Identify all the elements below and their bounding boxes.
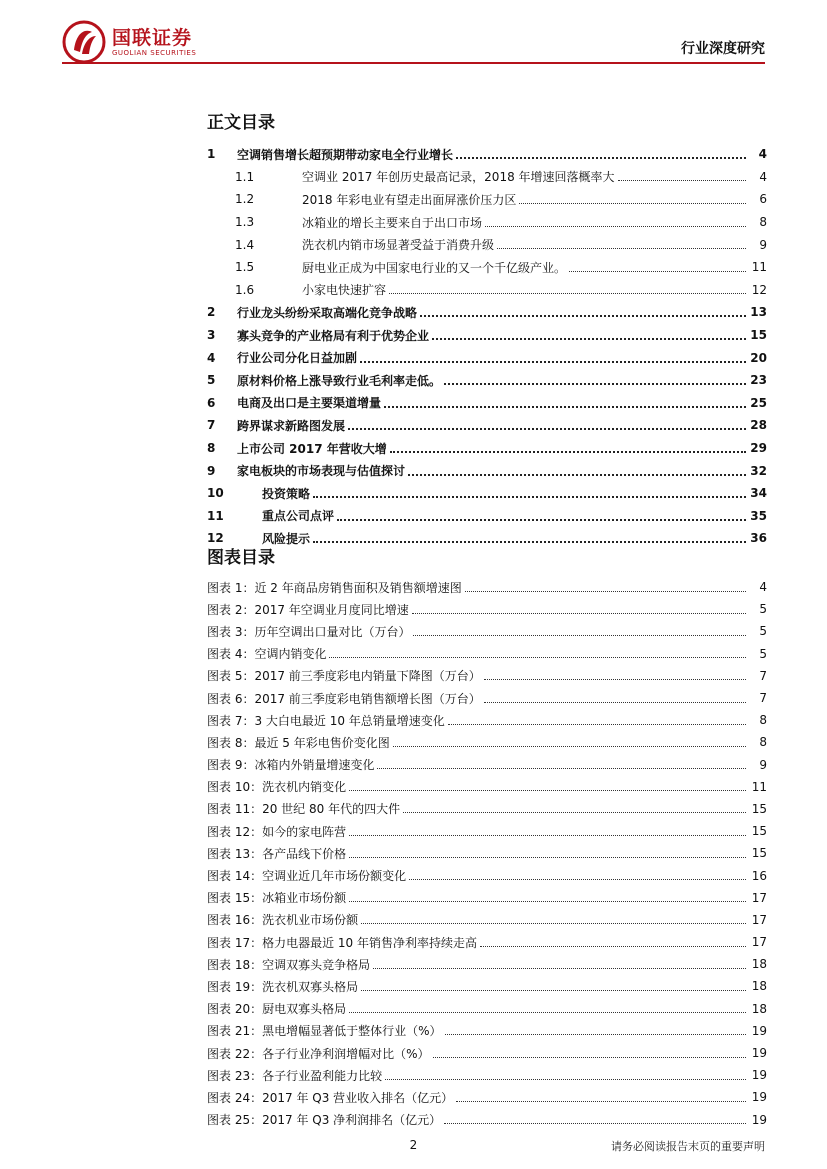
figure-list-item[interactable]: [207, 709, 767, 731]
toc-item-page: 18: [751, 957, 767, 972]
toc-item-page: 19: [751, 1046, 767, 1061]
figure-list-item[interactable]: [207, 975, 767, 997]
toc-item[interactable]: [207, 233, 767, 256]
toc-item-page: 29: [750, 441, 767, 456]
figure-list-item[interactable]: [207, 909, 767, 931]
figure-list-item[interactable]: [207, 998, 767, 1020]
toc-item-number: 1: [207, 147, 216, 162]
toc-item-page: 7: [759, 691, 767, 706]
figure-list-item[interactable]: [207, 598, 767, 620]
dot-leader: [412, 613, 746, 614]
toc-item-number: 5: [207, 373, 216, 388]
dot-leader: [433, 1057, 747, 1058]
toc-item-title: 图表 1：近 2 年商品房销售面积及销售额增速图: [207, 579, 465, 596]
toc-item-title: 图表 15：冰箱业市场份额: [207, 889, 349, 906]
dot-leader: [456, 1101, 746, 1102]
toc-item[interactable]: [207, 392, 767, 415]
toc-item-page: 11: [751, 779, 767, 794]
figure-list-item[interactable]: [207, 798, 767, 820]
toc-item-page: 16: [751, 868, 767, 883]
toc-item-page: 5: [759, 624, 767, 639]
toc-item-page: 36: [750, 531, 767, 546]
dot-leader: [465, 591, 746, 592]
toc-item-title: 图表 8：最近 5 年彩电售价变化图: [207, 734, 393, 751]
dot-leader: [480, 946, 746, 947]
toc-item-title: 图表 22：各子行业净利润增幅对比（%）: [207, 1045, 433, 1062]
page-number: 2: [409, 1138, 418, 1152]
dot-leader: [349, 835, 746, 836]
dot-leader: [420, 315, 746, 317]
dot-leader: [389, 293, 746, 294]
toc-item-number: 11: [207, 508, 224, 523]
toc-item-title: 冰箱业的增长主要来自于出口市场: [302, 214, 485, 231]
toc-item-page: 8: [759, 713, 767, 728]
toc-item-number: 7: [207, 418, 216, 433]
toc-item-page: 13: [750, 305, 767, 320]
toc-item[interactable]: [207, 482, 767, 505]
toc-item-page: 5: [759, 602, 767, 617]
figure-list-item[interactable]: [207, 754, 767, 776]
toc-item-page: 6: [759, 192, 767, 207]
toc-item-title: 图表 9：冰箱内外销量增速变化: [207, 756, 377, 773]
toc-item-page: 4: [759, 580, 767, 595]
dot-leader: [360, 361, 746, 363]
dot-leader: [485, 226, 746, 227]
guolian-logo-icon: [62, 20, 106, 64]
dot-leader: [432, 338, 746, 340]
toc-item-page: 8: [759, 215, 767, 230]
toc-item-title: 图表 16：洗衣机业市场份额: [207, 911, 361, 928]
toc-item-number: 10: [207, 486, 224, 501]
toc-item[interactable]: [207, 527, 767, 550]
dot-leader: [377, 768, 746, 769]
dot-leader: [484, 679, 746, 680]
report-type: 行业深度研究: [681, 41, 765, 57]
dot-leader: [413, 635, 746, 636]
toc-item-number: 1.4: [235, 237, 255, 252]
figure-list-item[interactable]: [207, 776, 767, 798]
toc-item[interactable]: [207, 188, 767, 211]
toc-item-number: 1.5: [235, 260, 255, 275]
toc-item-page: 5: [759, 646, 767, 661]
toc-item[interactable]: [207, 459, 767, 482]
toc-item-page: 17: [751, 935, 767, 950]
toc-item-page: 17: [751, 912, 767, 927]
toc-item-number: 1.6: [235, 282, 255, 297]
toc-item-page: 8: [759, 735, 767, 750]
toc-item-title: 寡头竞争的产业格局有利于优势企业: [237, 327, 432, 344]
toc-item-page: 9: [759, 237, 767, 252]
dot-leader: [393, 746, 746, 747]
toc-item-page: 23: [750, 373, 767, 388]
toc-item-page: 19: [751, 1112, 767, 1127]
toc-item-title: 风险提示: [262, 530, 313, 547]
toc-item-title: 图表 25：2017 年 Q3 净利润排名（亿元）: [207, 1111, 444, 1128]
toc-item-page: 20: [750, 350, 767, 365]
toc-item-page: 7: [759, 668, 767, 683]
toc-item-title: 空调业 2017 年创历史最高记录，2018 年增速回落概率大: [302, 168, 618, 185]
toc-item-page: 4: [759, 169, 767, 184]
toc-item-title: 小家电快速扩容: [302, 281, 389, 298]
figure-list-item[interactable]: [207, 1086, 767, 1108]
toc-item-title: 图表 19：洗衣机双寡头格局: [207, 978, 361, 995]
toc-item-title: 图表 24：2017 年 Q3 营业收入排名（亿元）: [207, 1089, 456, 1106]
toc-item-page: 18: [751, 979, 767, 994]
toc-item[interactable]: [207, 369, 767, 392]
toc-item-page: 17: [751, 890, 767, 905]
toc-item[interactable]: [207, 301, 767, 324]
toc-item-page: 19: [751, 1023, 767, 1038]
toc-item-page: 18: [751, 1001, 767, 1016]
toc-item-title: 图表 4：空调内销变化: [207, 645, 329, 662]
toc-item-title: 重点公司点评: [262, 507, 337, 524]
toc-item-title: 图表 3：历年空调出口量对比（万台）: [207, 623, 413, 640]
figure-list-item[interactable]: [207, 620, 767, 642]
toc-item[interactable]: [207, 143, 767, 166]
toc-item-title: 图表 11：20 世纪 80 年代的四大件: [207, 800, 403, 817]
dot-leader: [361, 923, 746, 924]
dot-leader: [390, 451, 746, 453]
toc-item-page: 34: [750, 486, 767, 501]
dot-leader: [569, 271, 746, 272]
toc-item-number: 1.3: [235, 215, 255, 230]
toc-item-number: 4: [207, 350, 216, 365]
dot-leader: [448, 724, 746, 725]
dot-leader: [519, 203, 746, 204]
toc-item-title: 跨界谋求新路图发展: [237, 417, 348, 434]
toc-item-number: 1.2: [235, 192, 255, 207]
toc-item[interactable]: [207, 414, 767, 437]
dot-leader: [337, 519, 746, 521]
toc-item[interactable]: [207, 256, 767, 279]
dot-leader: [348, 428, 746, 430]
toc-item[interactable]: [207, 166, 767, 189]
toc-item-page: 15: [751, 824, 767, 839]
toc-item-number: 1.1: [235, 169, 255, 184]
header-divider: [62, 62, 765, 64]
dot-leader: [385, 1079, 746, 1080]
toc-item-title: 电商及出口是主要渠道增量: [237, 394, 384, 411]
toc-item-page: 4: [758, 147, 767, 162]
toc-item-page: 11: [751, 260, 767, 275]
table-of-contents: [207, 143, 767, 550]
dot-leader: [384, 406, 746, 408]
toc-item-title: 洗衣机内销市场显著受益于消费升级: [302, 236, 497, 253]
toc-item-page: 35: [750, 508, 767, 523]
toc-item-title: 行业公司分化日益加剧: [237, 349, 360, 366]
toc-item-title: 图表 14：空调业近几年市场份额变化: [207, 867, 409, 884]
dot-leader: [313, 541, 746, 543]
toc-item-page: 12: [751, 282, 767, 297]
toc-item-title: 图表 21：黑电增幅显著低于整体行业（%）: [207, 1022, 445, 1039]
toc-item-title: 行业龙头纷纷采取高端化竞争战略: [237, 304, 420, 321]
toc-item[interactable]: [207, 211, 767, 234]
toc-title: 正文目录: [207, 113, 275, 133]
figure-list-item[interactable]: [207, 731, 767, 753]
toc-item-title: 厨电业正成为中国家电行业的又一个千亿级产业。: [302, 259, 569, 276]
disclaimer-note: 请务必阅读报告末页的重要声明: [611, 1140, 765, 1153]
dot-leader: [618, 180, 746, 181]
figure-list-item[interactable]: [207, 1020, 767, 1042]
toc-item-title: 图表 23：各子行业盈利能力比较: [207, 1067, 385, 1084]
dot-leader: [361, 990, 746, 991]
figure-list-item[interactable]: [207, 887, 767, 909]
dot-leader: [484, 702, 746, 703]
toc-item-title: 上市公司 2017 年营收大增: [237, 440, 390, 457]
toc-item-number: 8: [207, 441, 216, 456]
page-header: [0, 0, 827, 70]
toc-item[interactable]: [207, 346, 767, 369]
toc-item[interactable]: [207, 279, 767, 302]
figure-list-item[interactable]: [207, 1042, 767, 1064]
toc-item-number: 6: [207, 395, 216, 410]
toc-item-title: 图表 18：空调双寡头竞争格局: [207, 956, 373, 973]
toc-item-title: 图表 6：2017 前三季度彩电销售额增长图（万台）: [207, 690, 484, 707]
toc-item-page: 15: [750, 328, 767, 343]
dot-leader: [313, 496, 746, 498]
toc-item-page: 32: [750, 463, 767, 478]
toc-item-page: 15: [751, 801, 767, 816]
figure-list-item[interactable]: [207, 1109, 767, 1131]
figure-list-title: 图表目录: [207, 548, 275, 568]
brand-logo: [62, 20, 196, 64]
toc-item-title: 原材料价格上涨导致行业毛利率走低。: [237, 372, 444, 389]
figure-list: [207, 576, 767, 1131]
toc-item-title: 2018 年彩电业有望走出面屏涨价压力区: [302, 191, 519, 208]
toc-item-title: 图表 7：3 大白电最近 10 年总销量增速变化: [207, 712, 448, 729]
brand-name-en: GUOLIAN SECURITIES: [112, 48, 197, 57]
toc-item-number: 3: [207, 328, 216, 343]
dot-leader: [497, 248, 746, 249]
toc-item-page: 19: [751, 1090, 767, 1105]
toc-item[interactable]: [207, 505, 767, 528]
toc-item-page: 19: [751, 1068, 767, 1083]
toc-item-title: 图表 17：格力电器最近 10 年销售净利率持续走高: [207, 934, 480, 951]
figure-list-item[interactable]: [207, 842, 767, 864]
figure-list-item[interactable]: [207, 643, 767, 665]
toc-item-title: 投资策略: [262, 485, 313, 502]
figure-list-item[interactable]: [207, 953, 767, 975]
dot-leader: [409, 879, 746, 880]
dot-leader: [349, 901, 746, 902]
toc-item-number: 2: [207, 305, 216, 320]
toc-item-title: 家电板块的市场表现与估值探讨: [237, 462, 408, 479]
toc-item-number: 9: [207, 463, 216, 478]
toc-item-title: 图表 5：2017 前三季度彩电内销量下降图（万台）: [207, 667, 484, 684]
toc-item-page: 28: [750, 418, 767, 433]
toc-item-title: 图表 2：2017 年空调业月度同比增速: [207, 601, 412, 618]
figure-list-item[interactable]: [207, 931, 767, 953]
toc-item-title: 图表 12：如今的家电阵营: [207, 823, 349, 840]
dot-leader: [408, 474, 746, 476]
dot-leader: [444, 383, 746, 385]
dot-leader: [349, 790, 746, 791]
dot-leader: [349, 857, 746, 858]
figure-list-item[interactable]: [207, 820, 767, 842]
toc-item-title: 图表 13：各产品线下价格: [207, 845, 349, 862]
toc-item-page: 9: [759, 757, 767, 772]
figure-list-item[interactable]: [207, 1064, 767, 1086]
dot-leader: [349, 1012, 746, 1013]
dot-leader: [329, 657, 746, 658]
figure-list-item[interactable]: [207, 687, 767, 709]
toc-item-title: 空调销售增长超预期带动家电全行业增长: [237, 146, 456, 163]
dot-leader: [445, 1034, 747, 1035]
toc-item-page: 25: [750, 395, 767, 410]
figure-list-item[interactable]: [207, 864, 767, 886]
toc-item-number: 12: [207, 531, 224, 546]
toc-item-page: 15: [751, 846, 767, 861]
dot-leader: [373, 968, 746, 969]
toc-item-title: 图表 10：洗衣机内销变化: [207, 778, 349, 795]
dot-leader: [403, 812, 746, 813]
brand-name-cn: 国联证券: [112, 26, 193, 49]
dot-leader: [444, 1123, 746, 1124]
figure-list-item[interactable]: [207, 665, 767, 687]
figure-list-item[interactable]: [207, 576, 767, 598]
toc-item[interactable]: [207, 437, 767, 460]
dot-leader: [456, 157, 746, 159]
toc-item[interactable]: [207, 324, 767, 347]
toc-item-title: 图表 20：厨电双寡头格局: [207, 1000, 349, 1017]
